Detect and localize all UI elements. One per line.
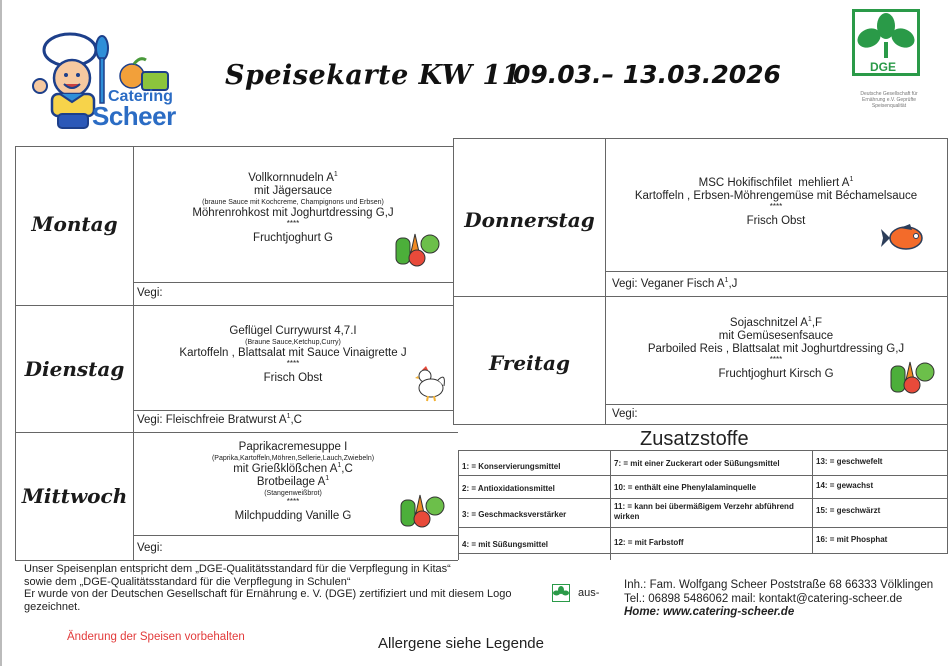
menu-line: Möhrenrohkost mit Joghurtdressing G,J	[192, 207, 394, 219]
fish-icon	[880, 222, 926, 254]
menu-separator: ****	[286, 219, 300, 228]
day-label-freitag: Freitag	[489, 351, 570, 375]
legend-border	[458, 498, 948, 499]
allergen-note: Allergene siehe Legende	[378, 635, 544, 652]
menu-line: (Braune Sauce,Ketchup,Curry)	[245, 339, 341, 346]
table-border	[605, 271, 947, 272]
table-border	[605, 404, 947, 405]
table-border	[453, 138, 454, 425]
table-border	[133, 410, 453, 411]
menu-separator: ****	[286, 359, 300, 368]
vegetables-icon	[393, 228, 441, 268]
menu-line: Kartoffeln , Erbsen-Möhrengemüse mit Béchamelsauce	[634, 190, 918, 202]
zusatzstoffe-title: Zusatzstoffe	[640, 428, 749, 450]
changes-note: Änderung der Speisen vorbehalten	[67, 631, 245, 643]
dge-leaf-icon	[553, 585, 569, 601]
table-border	[453, 138, 948, 139]
menu-line: Frisch Obst	[746, 215, 806, 227]
vegi-montag: Vegi:	[137, 287, 163, 299]
vegi-mittwoch: Vegi:	[137, 542, 163, 554]
vegi-donnerstag: Vegi: Veganer Fisch $A^1,J$	[612, 277, 738, 290]
page-title: Speisekarte KW 11	[225, 60, 521, 91]
menu-line: Brotbeilage $A^1$	[256, 475, 330, 488]
menu-line: mit Jägersauce	[254, 185, 332, 197]
date-range: 09.03.– 13.03.2026	[513, 60, 781, 89]
dge-caption: Deutsche Gesellschaft für Ernährung e.V. Geprüfte Speisenqualität	[860, 91, 918, 109]
logo-text-scheer: Scheer	[92, 101, 176, 131]
day-label-montag: Montag	[31, 212, 118, 236]
table-border	[133, 535, 458, 536]
menu-line: mit Grießklößchen $A^1,C$	[233, 462, 353, 475]
table-border	[15, 305, 453, 306]
legend-item: 2: = Antioxidationsmittel	[462, 484, 555, 493]
menu-line: Fruchtjoghurt G	[253, 232, 333, 244]
menu-separator: ****	[286, 497, 300, 506]
menu-line: Geflügel Currywurst 4,7.I	[229, 325, 357, 337]
legend-item: 3: = Geschmacksverstärker	[462, 510, 567, 519]
contact-phone-mail: Tel.: 06898 5486062 mail: kontakt@catering-scheer.de	[624, 592, 903, 605]
menu-line: Paprikacremesuppe I	[238, 441, 348, 453]
menu-line: Fruchtjoghurt Kirsch G	[718, 368, 834, 380]
menu-line: Vollkornnudeln $A^1$	[248, 171, 338, 184]
chicken-icon	[414, 364, 448, 402]
legend-item: 1: = Konservierungsmittel	[462, 462, 561, 471]
legend-item: 4: = mit Süßungsmittel	[462, 540, 549, 549]
note-line: Unser Speisenplan entspricht dem „DGE-Qualitätsstandard für die Verpflegung in Kitas“	[24, 563, 451, 575]
contact-owner: Inh.: Fam. Wolfgang Scheer Poststraße 68 66333 Völklingen	[624, 579, 934, 591]
vegi-freitag: Vegi:	[612, 408, 638, 420]
dge-leaf-icon	[855, 12, 917, 62]
dge-certification-note	[24, 563, 512, 613]
page-edge	[0, 0, 2, 666]
table-border	[15, 560, 458, 561]
legend-border	[610, 450, 611, 560]
legend-border	[458, 450, 948, 451]
legend-item: 16: = mit Phosphat	[816, 535, 888, 544]
logo-text-catering: Catering	[108, 88, 173, 105]
legend-item: 12: = mit Farbstoff	[614, 538, 684, 547]
dge-label: DGE	[870, 60, 897, 74]
legend-border	[458, 553, 948, 554]
vegetables-icon	[888, 358, 936, 394]
contact-block	[624, 579, 933, 620]
note-line: Er wurde von der Deutschen Gesellschaft für Ernährung e. V. (DGE) zertifiziert und mit diesem Logo	[24, 588, 512, 600]
table-border	[453, 424, 947, 425]
vegi-dienstag: Vegi: Fleischfreie Bratwurst $A^1,C$	[137, 413, 302, 426]
vegetables-icon	[398, 490, 446, 528]
legend-item: 7: = mit einer Zuckerart oder Süßungsmittel	[614, 459, 780, 468]
menu-donnerstag	[606, 177, 946, 228]
contact-home-link[interactable]: Home: www.catering-scheer.de	[624, 606, 795, 618]
note-line: gezeichnet.	[24, 600, 81, 613]
legend-item: 13: = geschwefelt	[816, 457, 883, 466]
table-border	[15, 432, 458, 433]
legend-item: 10: = enthält eine Phenylalaminquelle	[614, 483, 757, 492]
aus-text: aus-	[578, 587, 600, 599]
menu-line: Parboiled Reis , Blattsalat mit Joghurtdressing G,J	[647, 343, 905, 355]
menu-line: MSC Hokifischfilet mehliert $A^1$	[698, 176, 854, 189]
note-line: sowie dem „DGE-Qualitätsstandard für die Verpflegung in Schulen“	[24, 575, 351, 588]
table-border	[133, 282, 453, 283]
legend-item: 11: = kann bei übermäßigem Verzehr abführend wirken	[614, 502, 794, 521]
legend-border	[458, 450, 459, 560]
table-border	[947, 138, 948, 553]
menu-line: (Stangenweißbrot)	[264, 490, 322, 497]
menu-line: mit Gemüsesenfsauce	[718, 330, 834, 342]
menu-separator: ****	[769, 355, 783, 364]
menu-separator: ****	[769, 202, 783, 211]
legend-item: 15: = geschwärzt	[816, 506, 881, 515]
day-label-donnerstag: Donnerstag	[464, 208, 595, 232]
menu-line: Sojaschnitzel $A^1,F$	[729, 316, 823, 329]
legend-border	[812, 450, 813, 554]
menu-line: (Paprika,Kartoffeln,Möhren,Sellerie,Lauch,Zwiebeln)	[211, 455, 375, 462]
legend-border	[458, 527, 948, 528]
menu-line: (braune Sauce mit Kochcreme, Champignons und Erbsen)	[202, 199, 384, 206]
day-label-dienstag: Dienstag	[24, 357, 125, 381]
table-border	[453, 296, 947, 297]
dge-small-logo	[552, 584, 570, 602]
legend-item: 14: = gewachst	[816, 481, 874, 490]
menu-line: Milchpudding Vanille G	[234, 510, 352, 522]
day-label-mittwoch: Mittwoch	[21, 484, 128, 508]
legend-border	[458, 475, 948, 476]
menu-dienstag	[134, 325, 452, 385]
menu-line: Kartoffeln , Blattsalat mit Sauce Vinaigrette J	[179, 347, 407, 359]
table-border	[15, 146, 453, 147]
menu-line: Frisch Obst	[263, 372, 323, 384]
